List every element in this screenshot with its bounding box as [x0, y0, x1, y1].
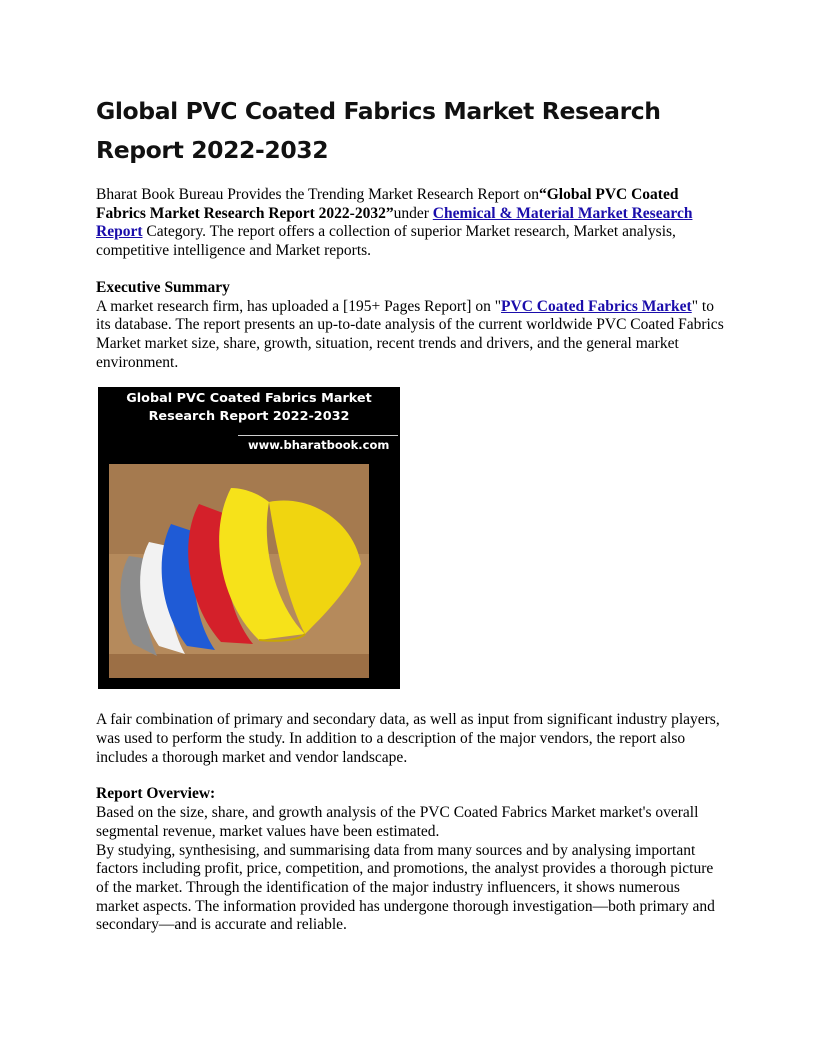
category-link[interactable]: Chemical & Material Market Research Report — [96, 204, 693, 241]
report-overview-paragraph-1: Based on the size, share, and growth analysis of the PVC Coated Fabrics Market market's overall segmental revenue, market values have been estimated. — [96, 804, 699, 840]
report-overview-paragraph-2: By studying, synthesising, and summarising data from many sources and by analysing important factors including profit, price, competition, and promotions, the analyst provides a thorough picture of the market. Through the identification of the major industry influencers, it shows numerous market aspects. The information provided has undergone thorough investigation—both primary and secondary—and is accurate and reliable. — [96, 841, 715, 934]
report-overview-heading — [96, 785, 726, 804]
intro-text-2: under — [393, 204, 433, 222]
report-title: Global PVC Coated Fabrics Market Research Report 2022-2032 — [96, 97, 661, 164]
cover-url: www.bharatbook.com — [248, 438, 390, 453]
report-cover-image — [98, 387, 400, 689]
executive-summary-text-2: " to its database. The report presents an up-to-date analysis of the current worldwide PVC Coated Fabrics Market market size, share, growth, situation, recent trends and drivers, and the general market environment. — [96, 297, 724, 371]
executive-summary-text-1: A market research firm, has uploaded a [195+ Pages Report] on " — [96, 297, 502, 315]
cover-divider — [238, 435, 398, 436]
executive-summary-paragraph — [96, 298, 726, 373]
intro-text-1: Bharat Book Bureau Provides the Trending Market Research Report on — [96, 186, 539, 203]
executive-summary-heading-text: Executive Summary — [96, 278, 230, 296]
intro-text-3: Category. The report offers a collection of superior Market research, Market analysis, competitive intelligence and Market reports. — [96, 223, 676, 260]
pvc-fabric-rolls-photo — [109, 464, 369, 678]
market-link[interactable]: PVC Coated Fabrics Market — [501, 297, 692, 315]
executive-summary-heading — [96, 279, 726, 298]
intro-paragraph — [96, 186, 726, 261]
report-overview-heading-text: Report Overview: — [96, 785, 216, 803]
methodology-paragraph: A fair combination of primary and secondary data, as well as input from significant industry players, was used to perform the study. In addition to a description of the major vendors, the report also includes a thorough market and vendor landscape. — [96, 711, 720, 766]
intro-bold-title: “Global PVC Coated Fabrics Market Research Report 2022-2032” — [96, 186, 679, 222]
cover-title: Global PVC Coated Fabrics Market Research Report 2022-2032 — [126, 391, 372, 425]
document-page — [96, 92, 726, 935]
